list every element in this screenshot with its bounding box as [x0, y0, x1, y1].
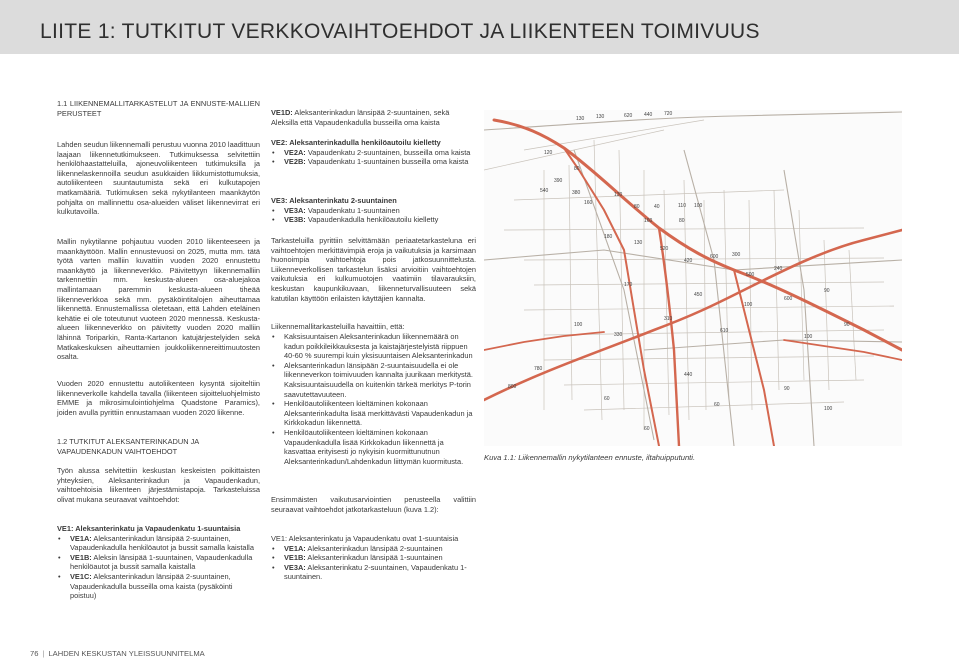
volume-label: 100: [694, 203, 703, 209]
volume-label: 440: [644, 112, 653, 118]
volume-label: 610: [720, 328, 729, 334]
volume-label: 160: [644, 218, 653, 224]
paragraph-selection: Ensimmäisten vaikutusarviointien perusteella valittiin seuraavat vaihtoehdot jatkotarkasteluun (kuva 1.2):: [271, 495, 476, 514]
list-item: • Henkilöautoliikenteen kieltäminen kokonaan Vapaudenkadulla lisää Kirkkokadun liikennettä ja kasvattaa erityisesti jo nykyisin kuormittunutnun Aleksanterinkadun/Lahdenkadun liittymän kuormitusta.: [271, 428, 476, 466]
traffic-map-svg: [484, 110, 902, 446]
volume-label: 310: [664, 316, 673, 322]
findings-block: [271, 332, 476, 466]
list-item: • VE1A: Aleksanterinkadun länsipää 2-suuntainen: [271, 544, 476, 554]
list-item: • VE1A: Aleksanterinkadun länsipää 2-suuntainen, Vapaudenkadulla henkilöautot ja bussit samalla kaistalla: [57, 534, 260, 553]
ve2-list: [271, 148, 476, 167]
page-footer: [30, 649, 205, 658]
list-item: • Henkilöautoliikenteen kieltäminen kokonaan Aleksanterinkadulta lisää merkittävästi Vapaudenkadun ja Kirkkokadun liikennettä.: [271, 399, 476, 428]
ve3-block: [271, 196, 476, 225]
ve3-title: VE3: Aleksanterinkatu 2-suuntainen: [271, 196, 397, 205]
list-item: • VE1C: Aleksanterinkadun länsipää 2-suuntainen, Vapaudenkadulla busseilla oma kaista (pysäköinti poistuu): [57, 572, 260, 601]
volume-label: 390: [554, 178, 563, 184]
ve1-list: [57, 534, 260, 601]
major-roads: [484, 120, 902, 446]
paragraph-forecast: Vuoden 2020 ennustettu autoliikenteen kysyntä sijoiteltiin liikenneverkolle kahdella tavalla (liikenteen sijoitteluohjelmisto EMME ja mikrosimulointiohjelma Quadstone Paramics), joiden avulla pyrittiin ennustamaan vuoden 2020 liikenne.: [57, 379, 260, 417]
volume-label: 440: [684, 372, 693, 378]
list-item: • VE3A: Aleksanterinkatu 2-suuntainen, Vapaudenkatu 1-suuntainen.: [271, 563, 476, 582]
page-number: 76: [30, 649, 39, 658]
collector-streets: [484, 112, 902, 446]
volume-label: 300: [732, 252, 741, 258]
paragraph-model-current: Mallin nykytilanne pohjautuu vuoden 2010 liikenteeseen ja maankäyttöön. Mallin ennustevuosi on 2025, mutta mm. tätä työtä varten malliin kuvattiin vuoden 2020 ennustettu maankäyttö ja liikenneverkko. Päivitettyyn liikennemalliin tarkennettiin mm. keskusta-alueen osa-aluejakoa mallintamaan paremmin keskusta-alueen tiheää liikenneverkkoa sekä mm. pysäköintitalojen aiheuttamaa liikennettä. Ennustemallissa oletetaan, että Lahden eteläinen kehätie ei ole toteutunut vuoteen 2020 mennessä. Keskusta-alueen liikenneverkko on päivitetty vuoden 2020 malliin lähinnä Toriparkin, Ranta-Kartanon katujärjestelyiden sekä Matkakeskuksen aiheuttamien joukkoliikennereittimuutosten osalta.: [57, 237, 260, 362]
volume-label: 100: [744, 302, 753, 308]
volume-label: 180: [604, 234, 613, 240]
volume-label: 450: [694, 292, 703, 298]
paragraph-evaluation: Tarkasteluilla pyrittiin selvittämään periaatetarkasteluna eri vaihtoehtojen merkittävimpiä eroja ja vaikutuksia ja karsimaan huonoimpia vaihtoehtoja pois jatkosuunnittelusta. Liikenneverkollisen tarkastelun lisäksi arvioitiin vaihtoehtojen vaikutuksia eri kulkumuotojen vaatimiin tilavarauksiin, keskustan kaupunkikuvaan, liikenneturvallisuuteen sekä katutilan käyttöön erilaisten käyttäjien kannalta.: [271, 236, 476, 303]
volume-label: 720: [664, 111, 673, 117]
volume-label: 520: [660, 246, 669, 252]
volume-label: 60: [644, 426, 650, 432]
traffic-volume-labels: [508, 111, 850, 432]
final-list: [271, 544, 476, 582]
volume-label: 170: [624, 282, 633, 288]
volume-label: 240: [774, 266, 783, 272]
volume-label: 100: [824, 406, 833, 412]
volume-label: 120: [544, 150, 553, 156]
ve1-block: [57, 524, 260, 601]
traffic-map: [484, 110, 902, 446]
volume-label: 80: [634, 204, 640, 210]
section-heading-1-1: 1.1 LIIKENNEMALLITARKASTELUT JA ENNUSTE-MALLIEN PERUSTEET: [57, 99, 260, 118]
list-item: • Kaksisuuntaisen Aleksanterinkadun liikennemäärä on kadun poikkileikkauksesta ja kaistajärjestelyistä riippuen 40-60 % suurempi kuin yksisuuntaisen Aleksanterinkadun: [271, 332, 476, 361]
list-item: • VE1B: Aleksanterinkadun länsipää 1-suuntainen: [271, 553, 476, 563]
volume-label: 130: [634, 240, 643, 246]
ve2-title: VE2: Aleksanterinkadulla henkilöautoilu kielletty: [271, 138, 441, 147]
figure-caption: Kuva 1.1: Liikennemallin nykytilanteen ennuste, iltahuipputunti.: [484, 453, 696, 462]
final-title: VE1: Aleksanterinkatu ja Vapaudenkatu ovat 1-suuntaisia: [271, 534, 459, 543]
ve3-list: [271, 206, 476, 225]
list-item: • VE2A: Vapaudenkatu 2-suuntainen, busseilla oma kaista: [271, 148, 476, 158]
volume-label: 60: [604, 396, 610, 402]
footer-separator: |: [42, 649, 45, 658]
volume-label: 130: [576, 116, 585, 122]
volume-label: 90: [784, 386, 790, 392]
column-left: [57, 99, 260, 118]
page-header: [0, 0, 959, 54]
volume-label: 60: [714, 402, 720, 408]
list-item: • Aleksanterinkadun länsipään 2-suuntaisuudella ei ole liikenneverkon toimivuuden kannalta juurikaan merkitystä. Kaksisuuntaisuudella on kuitenkin tärkeä merkitys P-torin saavutettavuuteen.: [271, 361, 476, 399]
volume-label: 90: [844, 322, 850, 328]
volume-label: 330: [614, 332, 623, 338]
list-item: • VE3A: Vapaudenkatu 1-suuntainen: [271, 206, 476, 216]
list-item: • VE1B: Aleksin länsipää 1-suuntainen, Vapaudenkadulla henkilöautot ja bussit samalla kaistalla: [57, 553, 260, 572]
paragraph-model-basis: Lahden seudun liikennemalli perustuu vuonna 2010 laadittuun laajaan liikennetutkimukseen. Tutkimuksessa selvitettiin henkilöhaastatteluilla, ajoneuvoliikenteen tutkimuksilla ja liikennelaskennoilla seudun asukkaiden liikkumistottumuksia, autoliikenteen suuntautumista sekä eri kulkutapojen matkamääriä. Tutkimuksen sekä nykytilanteen maankäytön pohjalta on mallinnettu osa-alueiden väliset liikennevirrat eri kulkutavoilla.: [57, 140, 260, 217]
volume-label: 160: [584, 200, 593, 206]
volume-label: 780: [534, 366, 543, 372]
volume-label: 600: [784, 296, 793, 302]
volume-label: 130: [596, 114, 605, 120]
volume-label: 380: [572, 190, 581, 196]
volume-label: 600: [710, 254, 719, 260]
volume-label: 420: [684, 258, 693, 264]
volume-label: 800: [508, 384, 517, 390]
volume-label: 110: [678, 203, 686, 209]
volume-label: 80: [574, 166, 580, 172]
final-block: [271, 534, 476, 582]
findings-list: [271, 332, 476, 466]
ve1-title: VE1: Aleksanterinkatu ja Vapaudenkatu 1-suuntaisia: [57, 524, 241, 533]
paragraph-findings-intro: Liikennemallitarkasteluilla havaittiin, että:: [271, 322, 405, 331]
volume-label: 620: [624, 113, 633, 119]
volume-label: 80: [679, 218, 685, 224]
volume-label: 130: [614, 192, 623, 198]
volume-label: 100: [804, 334, 813, 340]
section-heading-1-2: 1.2 TUTKITUT ALEKSANTERINKADUN JA VAPAUDENKADUN VAIHTOEHDOT: [57, 437, 199, 456]
paragraph-alternatives-intro: Työn alussa selvitettiin keskustan keskeisten poikittaisten yhteyksien, Aleksanterinkadun ja Vapaudenkadun, vaihtoehtoisia liikenteen järjestämistapoja. Tarkasteluissa olivat mukana seuraavat vaihtoehdot:: [57, 466, 260, 504]
volume-label: 40: [654, 204, 660, 210]
volume-label: 100: [574, 322, 583, 328]
page-title: LIITE 1: TUTKITUT VERKKOVAIHTOEHDOT JA LIIKENTEEN TOIMIVUUS: [40, 20, 760, 43]
list-item: • VE2B: Vapaudenkatu 1-suuntainen busseilla oma kaista: [271, 157, 476, 167]
footer-title: LAHDEN KESKUSTAN YLEISSUUNNITELMA: [48, 649, 205, 658]
list-item: • VE3B: Vapaudenkadulla henkilöautoilu kielletty: [271, 215, 476, 225]
volume-label: 90: [824, 288, 830, 294]
ve1d-text: VE1D: Aleksanterinkadun länsipää 2-suuntainen, sekä Aleksilla että Vapaudenkadulla busseilla oma kaista: [271, 108, 450, 127]
volume-label: 500: [746, 272, 755, 278]
ve2-block: [271, 138, 476, 167]
volume-label: 540: [540, 188, 549, 194]
